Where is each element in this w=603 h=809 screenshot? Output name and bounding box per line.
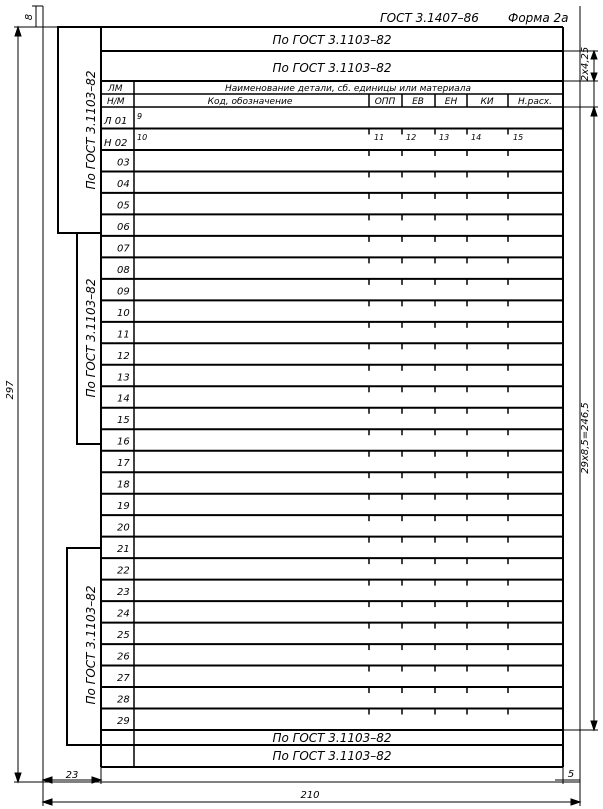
row-number: 25: [117, 630, 130, 642]
row-number: 28: [117, 694, 130, 706]
row-02-field-number: 11: [374, 133, 385, 142]
body-row-lines: [101, 128, 563, 708]
form-standard-title: ГОСТ 3.1407–86: [380, 11, 479, 25]
row-number: 21: [117, 544, 130, 556]
side-label-upper: По ГОСТ 3.1103–82: [84, 70, 98, 190]
row-number: 26: [117, 651, 130, 663]
nm-column-headers: [208, 97, 552, 107]
row-01-label: Л 01: [104, 116, 128, 127]
row-02-field-number: 15: [513, 133, 524, 142]
row-01-field-number: 9: [137, 112, 143, 121]
row-number: 20: [117, 522, 130, 534]
row-number: 19: [117, 501, 130, 513]
row-number: 27: [117, 673, 130, 685]
row-02-field-numbers: [137, 133, 523, 142]
form-number-label: Форма 2а: [508, 11, 569, 25]
row-number: 03: [117, 157, 130, 169]
row-02-field-number: 12: [406, 133, 417, 142]
row-number: 13: [117, 372, 130, 384]
body-column-ticks: [369, 128, 508, 714]
nm-column-0: Код, обозначение: [207, 97, 293, 107]
footer-ref-line-2: По ГОСТ 3.1103–82: [272, 749, 392, 763]
row-02-field-number: 10: [137, 133, 148, 142]
row-number: 18: [117, 479, 130, 491]
row-number: 24: [117, 608, 130, 620]
nm-column-4: КИ: [480, 97, 494, 107]
row-number-column: [117, 157, 130, 727]
dim-width-total: 210: [300, 790, 320, 801]
footer-ref-line-1: По ГОСТ 3.1103–82: [272, 731, 392, 745]
dim-rows-height: 29x8,5=246,5: [580, 402, 591, 474]
row-number: 07: [117, 243, 130, 255]
row-number: 17: [117, 458, 130, 470]
row-lm-code: ЛМ: [108, 84, 123, 94]
row-number: 23: [117, 587, 130, 599]
row-number: 08: [117, 264, 130, 276]
dim-top-margin: 8: [24, 13, 35, 21]
row-02-field-number: 13: [439, 133, 450, 142]
nm-column-5: Н.расх.: [518, 97, 552, 107]
form-border: [101, 27, 563, 767]
dim-header-rows: 2x4,25: [580, 46, 591, 82]
nm-column-1: ОПП: [374, 97, 396, 107]
row-number: 11: [117, 329, 130, 341]
row-02-field-number: 14: [471, 133, 482, 142]
nm-column-3: ЕН: [444, 97, 458, 107]
dim-left-margin: 23: [65, 770, 79, 781]
row-number: 10: [117, 307, 130, 319]
row-lm-title: Наименование детали, сб. единицы или материала: [224, 84, 472, 94]
side-label-middle: По ГОСТ 3.1103–82: [84, 278, 98, 398]
row-number: 14: [117, 393, 130, 405]
dim-height-total: 297: [5, 380, 16, 400]
header-ref-line-2: По ГОСТ 3.1103–82: [272, 61, 392, 75]
header-ref-line-1: По ГОСТ 3.1103–82: [272, 33, 392, 47]
row-number: 09: [117, 286, 130, 298]
row-number: 29: [117, 715, 130, 727]
row-number: 12: [117, 350, 130, 362]
row-number: 05: [117, 200, 130, 212]
row-number: 04: [117, 178, 130, 190]
row-nm-code: Н/М: [107, 97, 125, 107]
dim-right-margin: 5: [567, 769, 575, 780]
row-number: 15: [117, 415, 130, 427]
nm-column-2: ЕВ: [412, 97, 424, 107]
side-label-lower: По ГОСТ 3.1103–82: [84, 585, 98, 705]
row-number: 22: [117, 565, 130, 577]
row-02-label: Н 02: [104, 138, 128, 149]
row-number: 16: [117, 436, 130, 448]
row-number: 06: [117, 221, 130, 233]
